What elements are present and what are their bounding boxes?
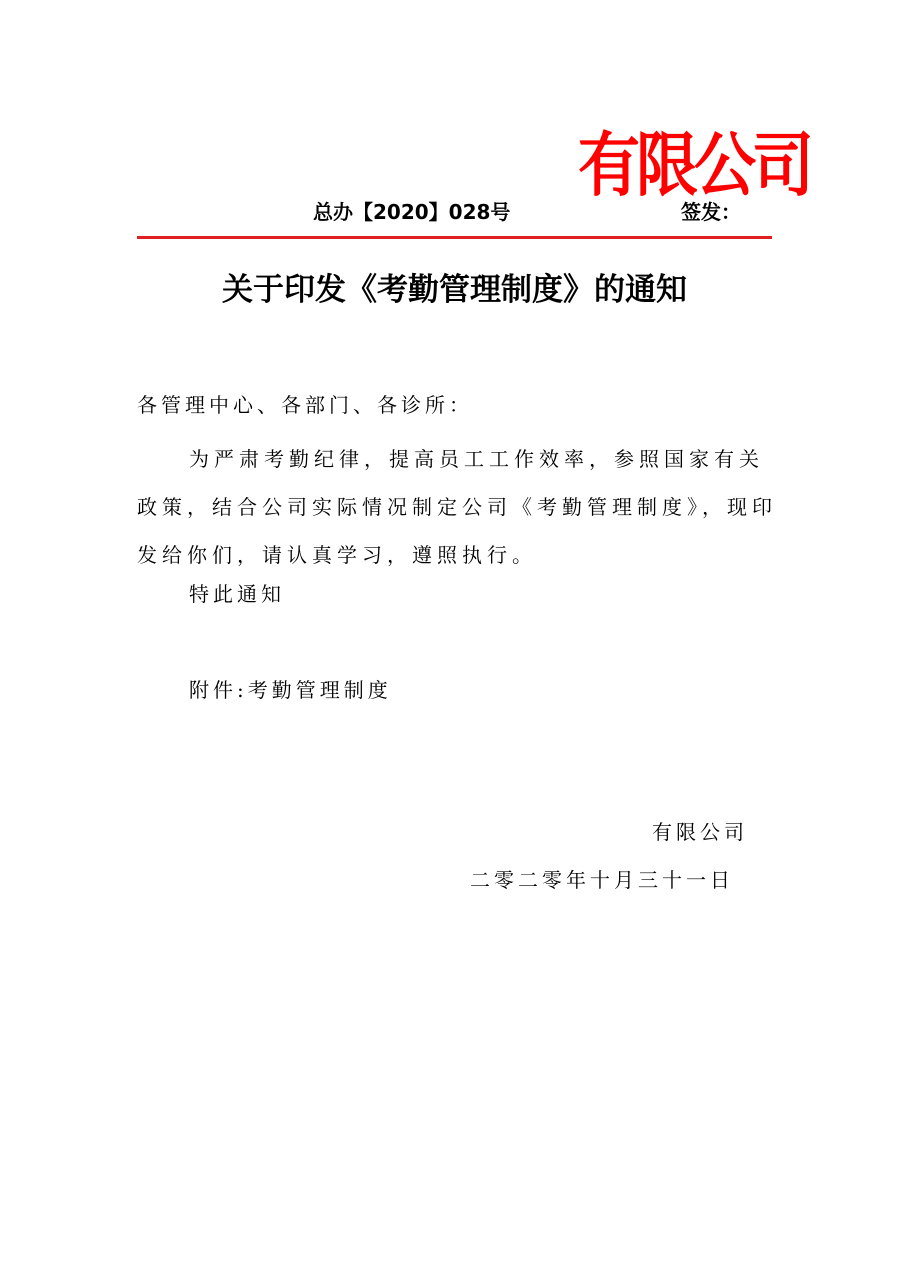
document-number: 总办【2020】028号 — [313, 200, 511, 224]
organization-name-header: 有限公司 — [578, 124, 811, 206]
document-title: 关于印发《考勤管理制度》的通知 — [222, 272, 687, 308]
closing-phrase: 特此通知 — [189, 582, 285, 606]
header-divider — [137, 236, 772, 239]
salutation: 各管理中心、各部门、各诊所： — [137, 393, 473, 417]
main-paragraph: 为严肃考勤纪律，提高员工工作效率，参照国家有关政策，结合公司实际情况制定公司《考勤管理制度》，现印发给你们，请认真学习，遵照执行。 — [137, 447, 777, 567]
signature-date: 二零二零年十月三十一日 — [470, 868, 734, 892]
signature-organization: 有限公司 — [652, 820, 748, 844]
attachment-line: 附件:考勤管理制度 — [189, 678, 392, 702]
signer-label: 签发： — [681, 200, 741, 224]
